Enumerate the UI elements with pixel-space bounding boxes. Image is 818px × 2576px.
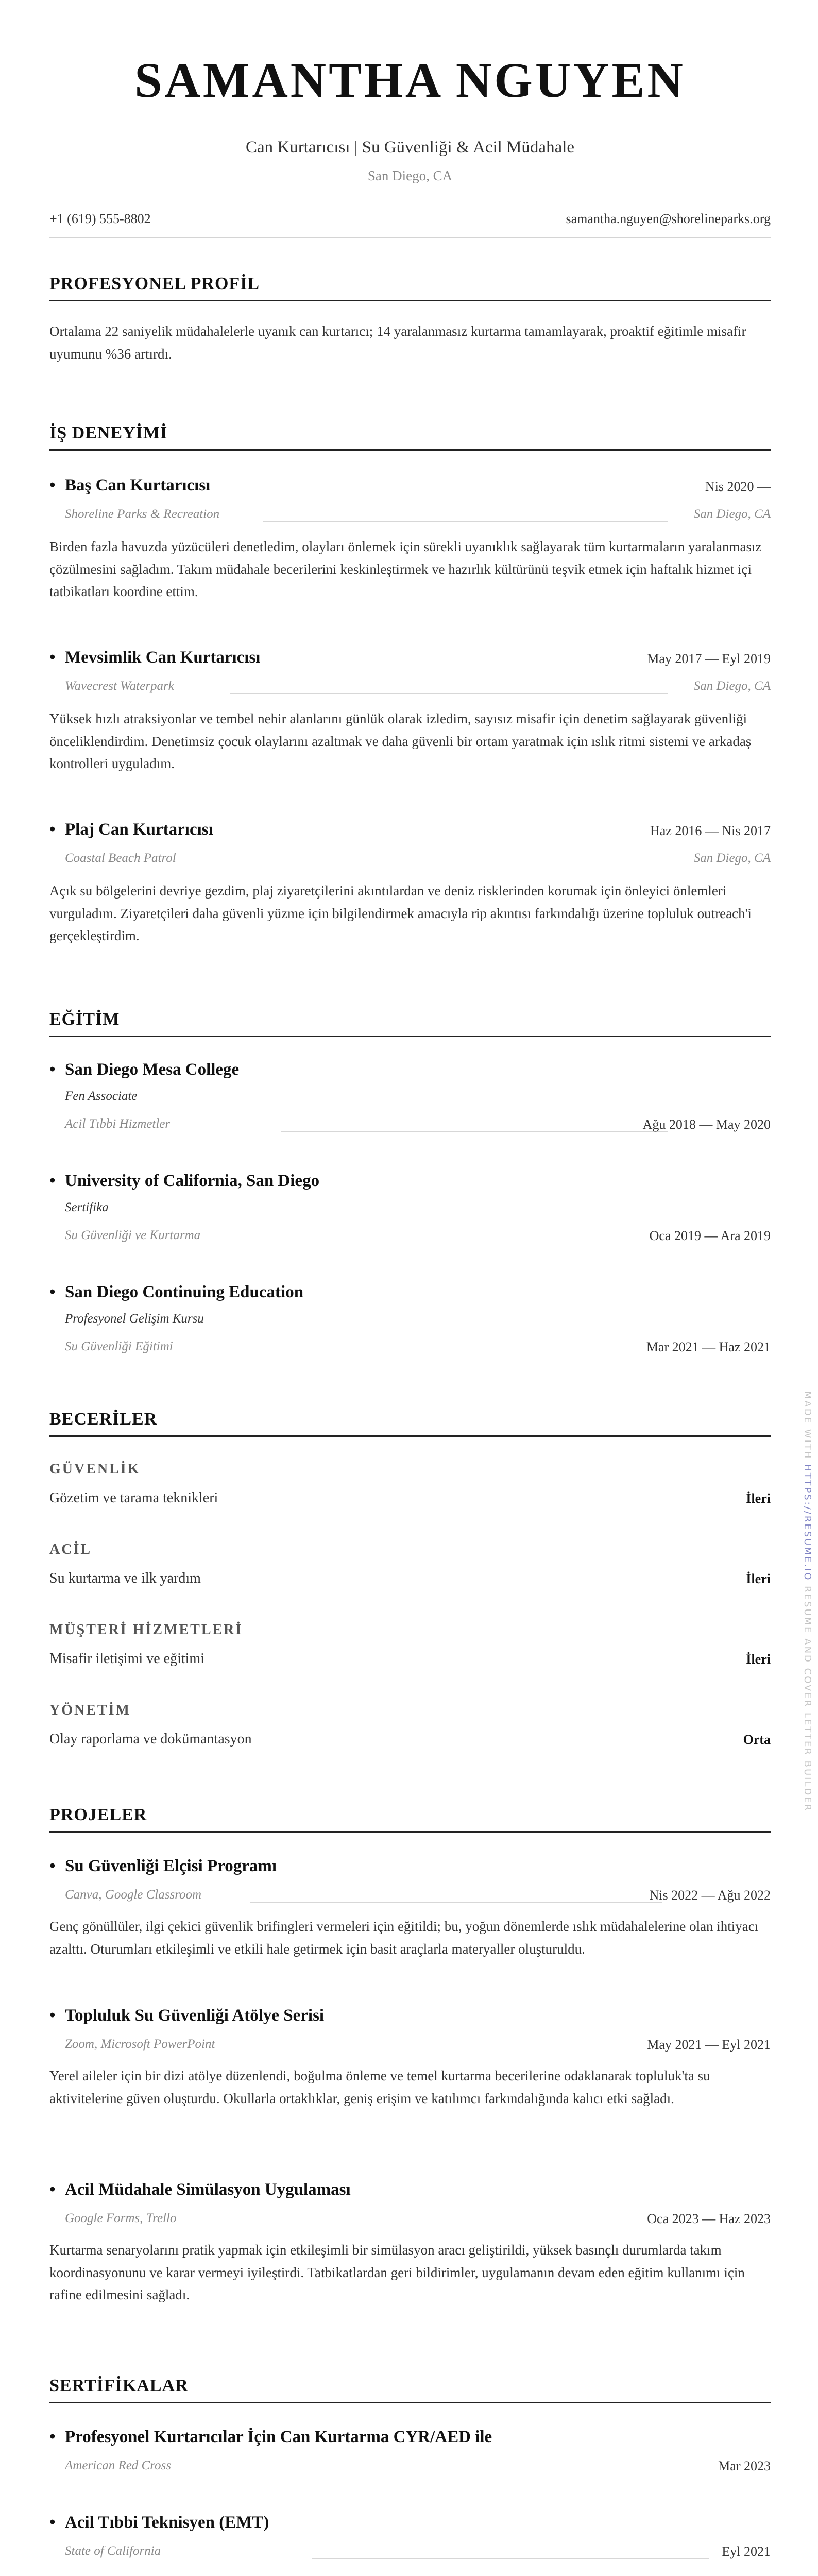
- section-divider: [49, 1831, 771, 1833]
- project-dates: May 2021 — Eyl 2021: [647, 2037, 771, 2052]
- certification-date: Mar 2023: [718, 2459, 771, 2473]
- skill-level: İleri: [746, 1571, 771, 1586]
- watermark: [802, 1391, 813, 1812]
- skill-name: Misafir iletişimi ve eğitimi: [49, 1651, 204, 1667]
- skill-name: Olay raporlama ve dokümantasyon: [49, 1731, 252, 1747]
- section-title-profile: PROFESYONEL PROFİL: [49, 274, 260, 293]
- project-name: • Topluluk Su Güvenliği Atölye Serisi: [49, 2006, 325, 2025]
- certification-date: Eyl 2021: [722, 2544, 771, 2559]
- certification-issuer: American Red Cross: [65, 2459, 171, 2472]
- header-divider: [49, 237, 771, 238]
- job-dates: Nis 2020 —: [705, 479, 771, 494]
- watermark-link[interactable]: HTTPS://RESUME.IO: [802, 1464, 813, 1582]
- school-name: • University of California, San Diego: [49, 1172, 320, 1190]
- project-description: Genç gönüllüler, ilgi çekici güvenlik brifingleri vermeleri için eğitildi; bu, yoğun dönemlerde ıslık müdahalelerine olan ihtiyacı azalttı. Oturumları etkileşimli ve etkili hale getirmek için basit araçlarla materyaller oluşturuldu.: [49, 1919, 759, 1957]
- school-name: • San Diego Mesa College: [49, 1060, 240, 1079]
- certification-name: • Profesyonel Kurtarıcılar İçin Can Kurtarma CYR/AED ile: [49, 2428, 492, 2446]
- education-dates: Ağu 2018 — May 2020: [642, 1117, 771, 1132]
- profile-summary: Ortalama 22 saniyelik müdahalelerle uyanık can kurtarıcı; 14 yaralanmasız kurtarma tamamlayarak, proaktif eğitimle misafir uyumunu %36 artırdı.: [49, 324, 746, 362]
- section-title-projects: PROJELER: [49, 1805, 147, 1824]
- education-dates: Oca 2019 — Ara 2019: [649, 1228, 771, 1243]
- leader-line: [230, 693, 668, 694]
- job-location: San Diego, CA: [693, 679, 771, 693]
- job-location: San Diego, CA: [693, 851, 771, 865]
- job-title: • Plaj Can Kurtarıcısı: [49, 820, 213, 839]
- skill-name: Su kurtarma ve ilk yardım: [49, 1570, 201, 1586]
- headline: Can Kurtarıcısı | Su Güvenliği & Acil Müdahale: [245, 138, 575, 157]
- skill-name: Gözetim ve tarama teknikleri: [49, 1490, 218, 1506]
- education-dates: Mar 2021 — Haz 2021: [646, 1340, 771, 1354]
- certification-issuer: State of California: [65, 2544, 161, 2558]
- section-divider: [49, 1435, 771, 1437]
- certification-name: • Acil Tıbbi Teknisyen (EMT): [49, 2513, 269, 2532]
- project-description: Kurtarma senaryolarını pratik yapmak için etkileşimli bir simülasyon aracı geliştirildi, yüksek basınçlı durumlarda takım koordinasyonunu ve karar vermeyi iyileştirdi. Tatbikatlardan geri bildirimler, uygulamanın devam eden eğitim kullanımı için rafine edilmesini sağladı.: [49, 2242, 745, 2303]
- degree: Sertifika: [65, 1200, 109, 1214]
- degree: Fen Associate: [65, 1089, 138, 1103]
- skill-level: İleri: [746, 1652, 771, 1667]
- phone-number[interactable]: +1 (619) 555-8802: [49, 211, 151, 226]
- watermark-prefix: MADE WITH: [802, 1391, 813, 1460]
- section-divider: [49, 300, 771, 301]
- section-title-skills: BECERİLER: [49, 1410, 158, 1429]
- leader-line: [250, 1902, 662, 1903]
- leader-line: [312, 2558, 709, 2559]
- job-location: San Diego, CA: [693, 507, 771, 521]
- project-dates: Nis 2022 — Ağu 2022: [649, 1888, 771, 1903]
- field-of-study: Su Güvenliği ve Kurtarma: [65, 1228, 201, 1242]
- project-tools: Google Forms, Trello: [65, 2211, 177, 2225]
- skill-level: Orta: [743, 1732, 771, 1747]
- section-divider: [49, 449, 771, 451]
- project-tools: Canva, Google Classroom: [65, 1888, 202, 1902]
- skill-level: İleri: [746, 1491, 771, 1506]
- job-company: Coastal Beach Patrol: [65, 851, 176, 865]
- location: San Diego, CA: [367, 168, 453, 183]
- field-of-study: Su Güvenliği Eğitimi: [65, 1340, 173, 1353]
- email-address[interactable]: samantha.nguyen@shorelineparks.org: [566, 211, 771, 226]
- job-title: • Baş Can Kurtarıcısı: [49, 476, 211, 495]
- job-company: Wavecrest Waterpark: [65, 679, 174, 693]
- skill-category: MÜŞTERİ HİZMETLERİ: [49, 1622, 243, 1638]
- leader-line: [281, 1131, 668, 1132]
- job-description: Yüksek hızlı atraksiyonlar ve tembel nehir alanlarını günlük olarak izledim, sayısız misafir için denetim sağlayarak güvenliği önceliklendirdim. Denetimsiz çocuk olaylarını azaltmak ve daha güvenli bir ortam yaratmak için ıslık ritmi sistemi ve arkadaş kontrolleri uyguladım.: [49, 711, 752, 772]
- job-company: Shoreline Parks & Recreation: [65, 507, 220, 521]
- skill-category: YÖNETİM: [49, 1702, 131, 1718]
- project-name: • Acil Müdahale Simülasyon Uygulaması: [49, 2180, 351, 2199]
- skill-category: GÜVENLİK: [49, 1461, 141, 1477]
- field-of-study: Acil Tıbbi Hizmetler: [65, 1117, 171, 1131]
- job-description: Açık su bölgelerini devriye gezdim, plaj ziyaretçilerini akıntılardan ve deniz risklerinden korumak için önleyici önlemleri vurguladım. Ziyaretçileri daha güvenli yüzme için bilgilendirmek amacıyla rip akıntısı farkındalığı üzerine topluluk outreach'i gerçekleştirdim.: [49, 883, 752, 944]
- degree: Profesyonel Gelişim Kursu: [65, 1312, 204, 1326]
- section-divider: [49, 1036, 771, 1037]
- project-dates: Oca 2023 — Haz 2023: [647, 2211, 771, 2226]
- job-dates: Haz 2016 — Nis 2017: [650, 823, 771, 838]
- school-name: • San Diego Continuing Education: [49, 1283, 304, 1301]
- section-title-education: EĞİTİM: [49, 1010, 120, 1029]
- section-title-certifications: SERTİFİKALAR: [49, 2376, 189, 2395]
- project-name: • Su Güvenliği Elçisi Programı: [49, 1857, 277, 1875]
- candidate-name: SAMANTHA NGUYEN: [134, 53, 686, 108]
- project-description: Yerel aileler için bir dizi atölye düzenlendi, boğulma önleme ve temel kurtarma becerilerine odaklanarak topluluk'ta su aktivitelerine güven oluşturdu. Okullarla ortaklıklar, geniş erişim ve katılımcı farkındalığında kalıcı etki sağladı.: [49, 2068, 710, 2106]
- job-dates: May 2017 — Eyl 2019: [647, 651, 771, 666]
- watermark-suffix: RESUME AND COVER LETTER BUILDER: [802, 1586, 813, 1812]
- leader-line: [263, 521, 668, 522]
- section-title-experience: İŞ DENEYİMİ: [49, 423, 168, 443]
- job-description: Birden fazla havuzda yüzücüleri denetledim, olayları önlemek için sürekli uyanıklık sağlayarak tüm kurtarmaların yaralanmasız çözülmesini sağladım. Takım müdahale becerilerini keskinleştirmek ve hazırlık kültürünü teşvik etmek için haftalık hizmet içi tatbikatları koordine ettim.: [49, 539, 762, 600]
- skill-category: ACİL: [49, 1541, 92, 1557]
- project-tools: Zoom, Microsoft PowerPoint: [65, 2037, 215, 2051]
- section-divider: [49, 2402, 771, 2403]
- job-title: • Mevsimlik Can Kurtarıcısı: [49, 648, 261, 667]
